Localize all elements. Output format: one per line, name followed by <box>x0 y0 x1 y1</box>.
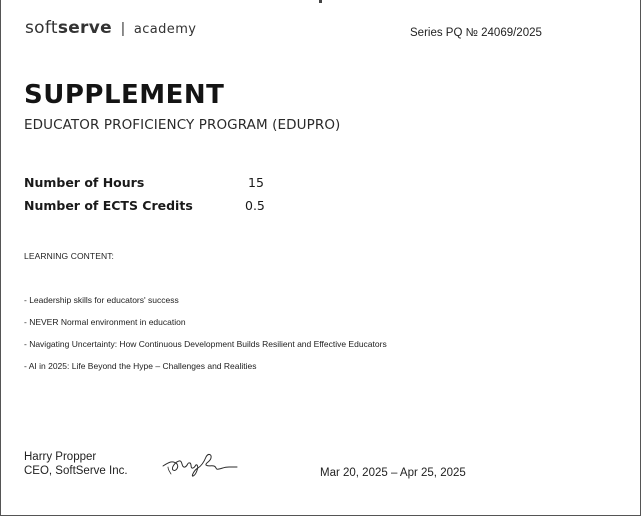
program-name: EDUCATOR PROFICIENCY PROGRAM (EDUPRO) <box>24 117 341 133</box>
softserve-academy-logo <box>25 18 196 38</box>
handwritten-signature <box>159 448 241 478</box>
learning-content-list <box>24 295 387 383</box>
top-edge-mark <box>319 0 322 3</box>
learning-content-item: - NEVER Normal environment in education <box>24 317 186 327</box>
document-title: SUPPLEMENT <box>24 80 225 110</box>
ects-value: 0.5 <box>245 198 265 213</box>
signatory-name: Harry Propper <box>24 451 97 463</box>
learning-content-heading: LEARNING CONTENT: <box>24 251 115 261</box>
logo-serve-text: serve <box>57 18 112 38</box>
ects-label: Number of ECTS Credits <box>24 198 193 213</box>
series-number: Series PQ № 24069/2025 <box>410 27 542 39</box>
learning-content-item: - Navigating Uncertainty: How Continuous Development Builds Resilient and Effective Educators <box>24 339 387 349</box>
program-dates: Mar 20, 2025 – Apr 25, 2025 <box>320 467 466 479</box>
hours-value: 15 <box>248 175 264 190</box>
logo-soft-text: soft <box>25 18 58 38</box>
hours-label: Number of Hours <box>24 175 145 190</box>
logo-academy-text: academy <box>133 22 197 37</box>
logo-separator: | <box>120 20 125 37</box>
learning-content-item: - Leadership skills for educators' success <box>24 295 179 305</box>
learning-content-item: - AI in 2025: Life Beyond the Hype – Challenges and Realities <box>24 361 257 371</box>
signatory-title: CEO, SoftServe Inc. <box>24 465 128 477</box>
